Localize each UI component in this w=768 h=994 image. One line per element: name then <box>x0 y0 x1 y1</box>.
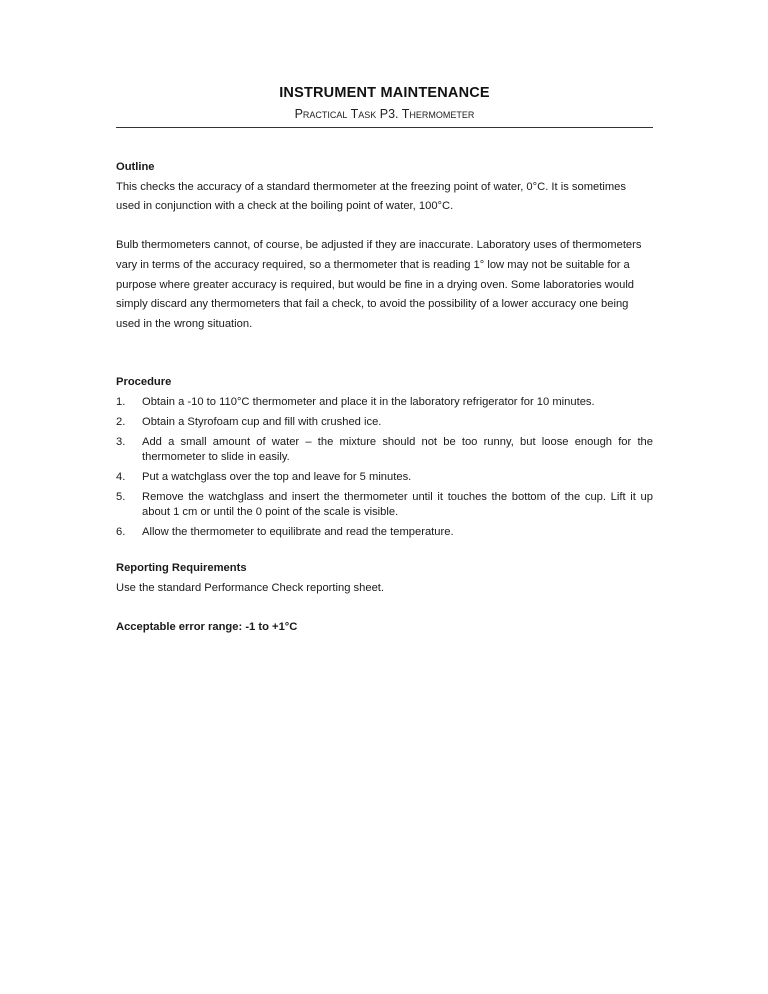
outline-paragraph-1: This checks the accuracy of a standard thermometer at the freezing point of water, 0°C. It is sometimes used in conjunction with a check at the boiling point of water, 100°C. <box>116 180 627 213</box>
step-text: Remove the watchglass and insert the thermometer until it touches the bottom of the cup. Lift it up about 1 cm or until the 0 point of the scale is visible. <box>142 490 653 518</box>
step-number: 5. <box>116 490 126 503</box>
step-number: 3. <box>116 435 126 448</box>
document-body <box>116 158 653 637</box>
procedure-step <box>116 393 653 413</box>
step-text: Add a small amount of water – the mixture should not be too runny, but loose enough for the thermometer to slide in easily. <box>142 435 653 463</box>
step-number: 6. <box>116 525 126 538</box>
step-number: 2. <box>116 415 126 428</box>
step-text: Put a watchglass over the top and leave for 5 minutes. <box>142 470 412 483</box>
procedure-step <box>116 413 653 433</box>
procedure-step <box>116 433 653 468</box>
outline-heading: Outline <box>116 161 155 173</box>
document-header <box>116 84 653 122</box>
reporting-heading: Reporting Requirements <box>116 561 247 574</box>
document-title: INSTRUMENT MAINTENANCE <box>279 85 490 101</box>
step-text: Obtain a -10 to 110°C thermometer and place it in the laboratory refrigerator for 10 minutes. <box>142 395 595 408</box>
step-text: Allow the thermometer to equilibrate and read the temperature. <box>142 525 454 538</box>
procedure-steps-list <box>116 393 653 543</box>
document-subtitle: Practical Task P3. Thermometer <box>294 107 475 121</box>
step-number: 4. <box>116 470 126 483</box>
procedure-step <box>116 488 653 523</box>
outline-paragraph-2: Bulb thermometers cannot, of course, be adjusted if they are inaccurate. Laboratory uses of thermometers vary in terms of the accuracy required, so a thermometer that is reading 1° low may not be suitable for a purpose where greater accuracy is required, but would be fine in a drying oven. Some laboratories would simply discard any thermometers that fail a check, to avoid the possibility of a lower accuracy one being used in the wrong situation. <box>116 239 642 330</box>
procedure-heading: Procedure <box>116 376 172 389</box>
acceptable-error-range: Acceptable error range: -1 to +1°C <box>116 620 298 633</box>
header-divider <box>116 127 653 128</box>
step-text: Obtain a Styrofoam cup and fill with crushed ice. <box>142 415 382 428</box>
procedure-step <box>116 523 653 543</box>
reporting-text: Use the standard Performance Check reporting sheet. <box>116 581 385 594</box>
step-number: 1. <box>116 395 126 408</box>
procedure-step <box>116 468 653 488</box>
